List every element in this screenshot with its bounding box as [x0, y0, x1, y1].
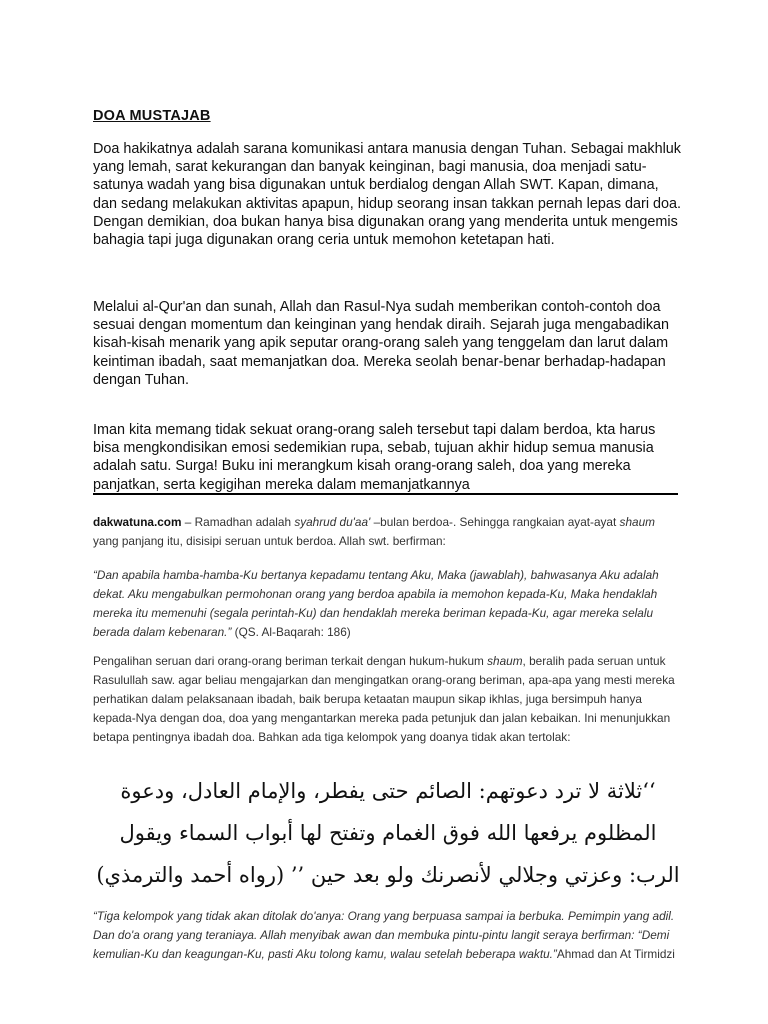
intro-term-2: shaum: [619, 515, 655, 529]
section-divider: [93, 493, 678, 495]
intro-term-1: syahrud du'aa': [294, 515, 371, 529]
quote-reference: (QS. Al-Baqarah: 186): [231, 625, 351, 639]
translation-text: “Tiga kelompok yang tidak akan ditolak do'anya: Orang yang berpuasa sampai ia berbuka. Pemimpin yang adil. Dan do'a orang yang teraniaya. Allah menyibak awan dan membuka pintu-pintu langit seraya berfirman: “Demi kemulian-Ku dan keagungan-Ku, pasti Aku tolong kamu, walau setelah beberapa waktu.”: [93, 909, 675, 961]
paragraph-text-a: Pengalihan seruan dari orang-orang beriman terkait dengan hukum-hukum: [93, 654, 488, 668]
intro-paragraph-1: Doa hakikatnya adalah sarana komunikasi antara manusia dengan Tuhan. Sebagai makhluk yang lemah, sarat kekurangan dan banyak keinginan, bagi manusia, doa menjadi satu-satunya wadah yang bisa digunakan untuk berdialog dengan Allah SWT. Kapan, dimana, dan sedang melakukan aktivitas apapun, hidup seorang insan takkan pernah lepas dari doa. Dengan demikian, doa bukan hanya bisa digunakan orang yang menderita untuk mengemis bahagia tapi juga digunakan orang ceria untuk memohon ketetapan hati.: [93, 141, 682, 249]
quran-quote: [93, 566, 675, 642]
paragraph-text-b: , beralih pada seruan untuk Rasulullah saw. agar beliau mengajarkan dan mengingatkan orang-orang beriman, apa-apa yang mesti mereka perhatikan dalam pelaksanaan ibadah, baik berupa ketaatan maupun sikap ikhlas, juga bersimpuh hanya kepada-Nya dengan doa, doa yang mengantarkan mereka pada petunjuk dan jalan kebaikan. Ini menunjukkan betapa pentingnya ibadah doa. Bahkan ada tiga kelompok yang doanya tidak akan tertolak:: [93, 654, 675, 744]
intro-text-c: yang panjang itu, disisipi seruan untuk berdoa. Allah swt. berfirman:: [93, 534, 446, 548]
article-intro: [93, 513, 675, 551]
document-title: DOA MUSTAJAB: [93, 108, 211, 124]
intro-paragraph-3: Iman kita memang tidak sekuat orang-orang saleh tersebut tapi dalam berdoa, kta harus bisa mengkondisikan emosi sedemikian rupa, sebab, tujuan akhir hidup semua manusia adalah satu. Surga! Buku ini merangkum kisah orang-orang saleh, doa yang mereka panjatkan, serta kegigihan mereka dalam memanjatkannya: [93, 422, 656, 493]
intro-text-b: –bulan berdoa-. Sehingga rangkaian ayat-ayat: [370, 515, 620, 529]
intro-paragraph-2: Melalui al-Qur'an dan sunah, Allah dan Rasul-Nya sudah memberikan contoh-contoh doa sesuai dengan momentum dan keinginan yang hendak diraih. Sejarah juga mengabadikan kisah-kisah menarik yang apik seputar orang-orang saleh yang tenggelam dan larut dalam keintiman ibadah, saat memanjatkan doa. Mereka seolah benar-benar berhadap-hadapan dengan Tuhan.: [93, 299, 670, 388]
translation-reference: Ahmad dan At Tirmidzi: [556, 947, 675, 961]
hadith-translation: [93, 907, 675, 964]
intro-text-a: – Ramadhan adalah: [181, 515, 295, 529]
paragraph-term: shaum: [487, 654, 523, 668]
source-name: dakwatuna.com: [93, 515, 182, 529]
hadith-arabic: ‘‘ثلاثة لا ترد دعوتهم: الصائم حتى يفطر، والإمام العادل، ودعوة المظلوم يرفعها الله فوق الغمام وتفتح لها أبواب السماء ويقول الرب: وعزتي وجلالي لأنصرنك ولو بعد حين ’’ (رواه أحمد والترمذي): [96, 779, 680, 887]
quote-text: “Dan apabila hamba-hamba-Ku bertanya kepadamu tentang Aku, Maka (jawablah), bahwasanya Aku adalah dekat. Aku mengabulkan permohonan orang yang berdoa apabila ia memohon kepada-Ku, Maka hendaklah mereka itu memenuhi (segala perintah-Ku) dan hendaklah mereka beriman kepada-Ku, agar mereka selalu berada dalam kebenaran.”: [93, 568, 659, 639]
article-paragraph: [93, 652, 675, 747]
